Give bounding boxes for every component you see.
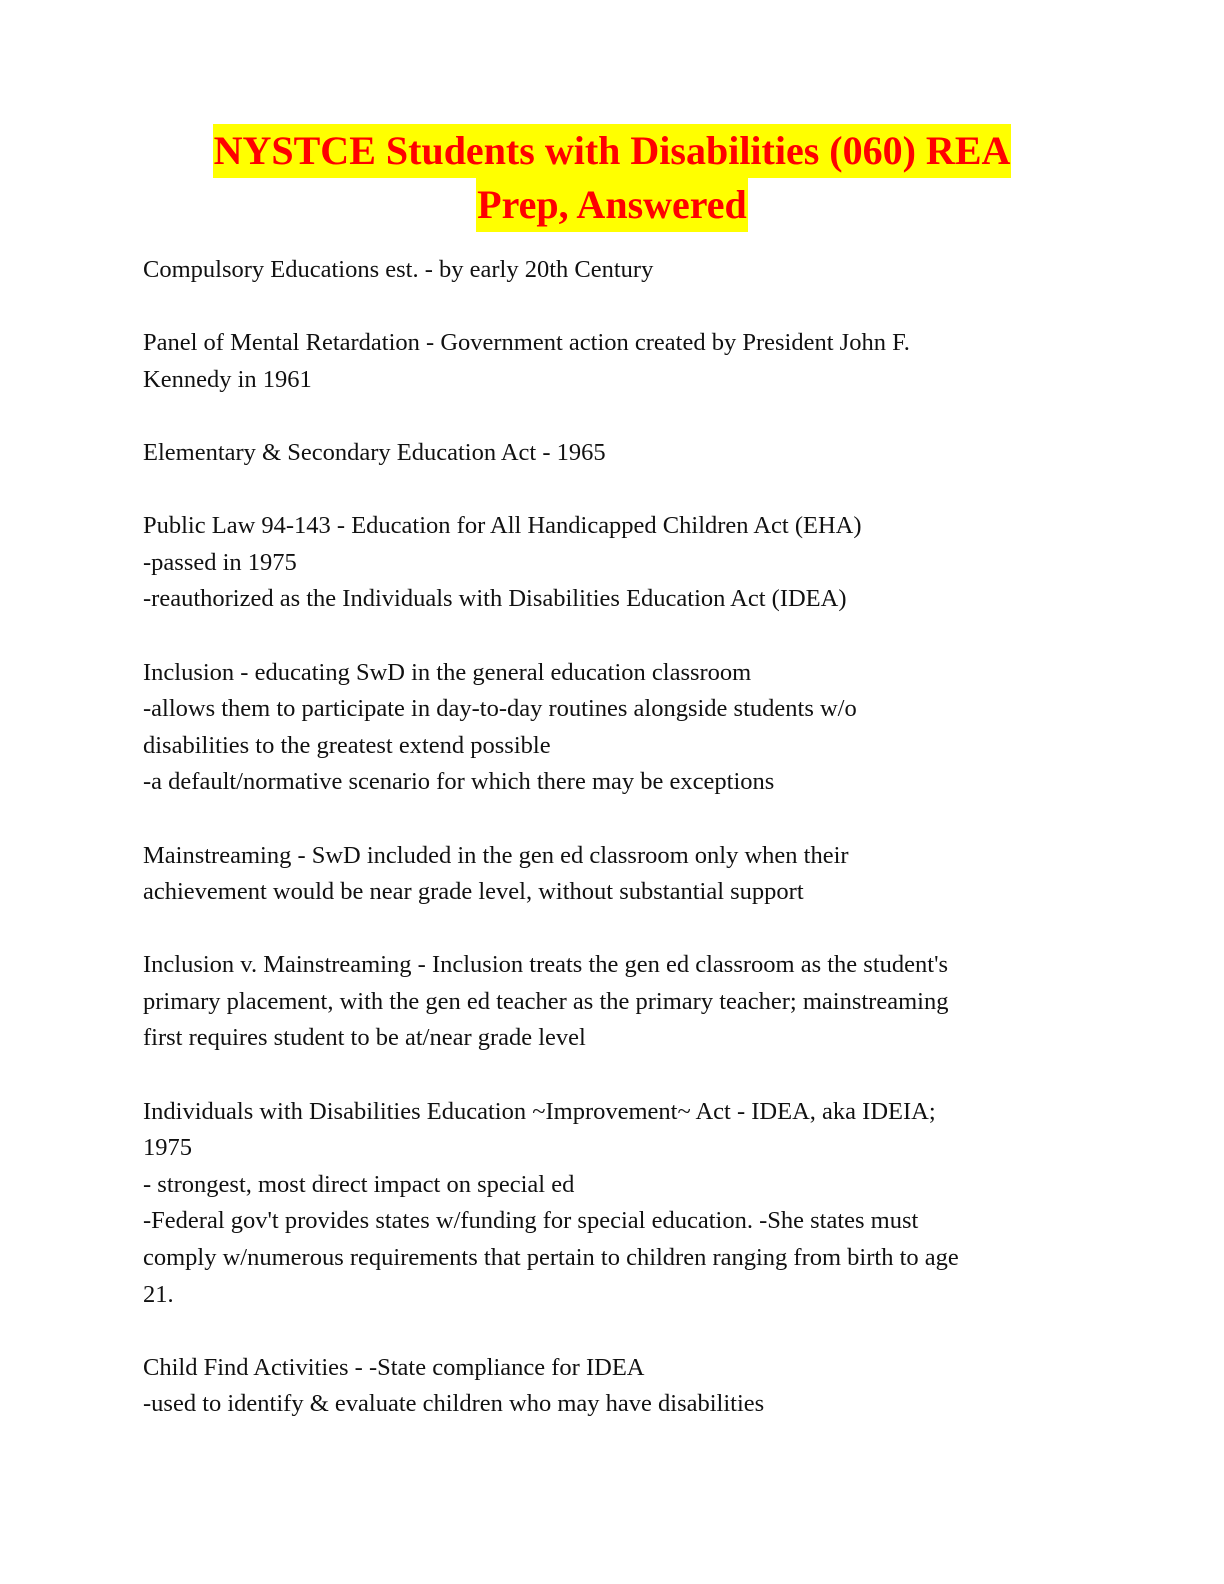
entry-public-law-94-143 (143, 508, 1088, 618)
entry-inclusion (143, 655, 1088, 801)
entry-panel-mental-retardation (143, 325, 1088, 398)
title-line-1: NYSTCE Students with Disabilities (060) REA (213, 124, 1012, 178)
entry-line: Inclusion v. Mainstreaming - Inclusion treats the gen ed classroom as the student's (143, 951, 949, 979)
entry-line: disabilities to the greatest extend possible (143, 731, 551, 759)
entry-line: Individuals with Disabilities Education ~Improvement~ Act - IDEA, aka IDEIA; (143, 1097, 936, 1125)
entry-line: -reauthorized as the Individuals with Disabilities Education Act (IDEA) (143, 585, 847, 613)
entry-line: Compulsory Educations est. - by early 20th Century (143, 256, 654, 283)
entry-line: primary placement, with the gen ed teacher as the primary teacher; mainstreaming (143, 987, 949, 1015)
entry-esea (143, 435, 1088, 472)
entry-line: Inclusion - educating SwD in the general education classroom (143, 658, 752, 686)
entry-line: -allows them to participate in day-to-day routines alongside students w/o (143, 695, 857, 723)
entry-line: -Federal gov't provides states w/funding for special education. -She states must (143, 1207, 919, 1235)
entry-line: 1975 (143, 1134, 192, 1162)
entry-inclusion-vs-mainstreaming (143, 947, 1088, 1057)
entry-mainstreaming (143, 838, 1088, 911)
entry-line: Child Find Activities - -State compliance for IDEA (143, 1353, 645, 1381)
entry-line: comply w/numerous requirements that pertain to children ranging from birth to age (143, 1244, 959, 1272)
entry-line: Kennedy in 1961 (143, 365, 312, 393)
entry-line: first requires student to be at/near grade level (143, 1024, 586, 1052)
entry-line: Mainstreaming - SwD included in the gen ed classroom only when their (143, 841, 849, 869)
document-body (143, 252, 1088, 1460)
entry-line: Elementary & Secondary Education Act - 1965 (143, 438, 606, 466)
document-title (0, 124, 1224, 232)
entry-line: 21. (143, 1280, 174, 1308)
entry-line: Public Law 94-143 - Education for All Handicapped Children Act (EHA) (143, 512, 862, 540)
entry-line: -passed in 1975 (143, 548, 297, 576)
entry-line: achievement would be near grade level, without substantial support (143, 878, 804, 906)
title-line-2: Prep, Answered (476, 178, 748, 232)
entry-line: - strongest, most direct impact on special ed (143, 1170, 575, 1198)
entry-line: Panel of Mental Retardation - Government action created by President John F. (143, 329, 910, 357)
entry-line: -a default/normative scenario for which there may be exceptions (143, 768, 775, 796)
entry-line: -used to identify & evaluate children who may have disabilities (143, 1390, 765, 1418)
entry-compulsory-education (143, 252, 1088, 289)
entry-ideia (143, 1094, 1088, 1314)
entry-child-find (143, 1350, 1088, 1423)
